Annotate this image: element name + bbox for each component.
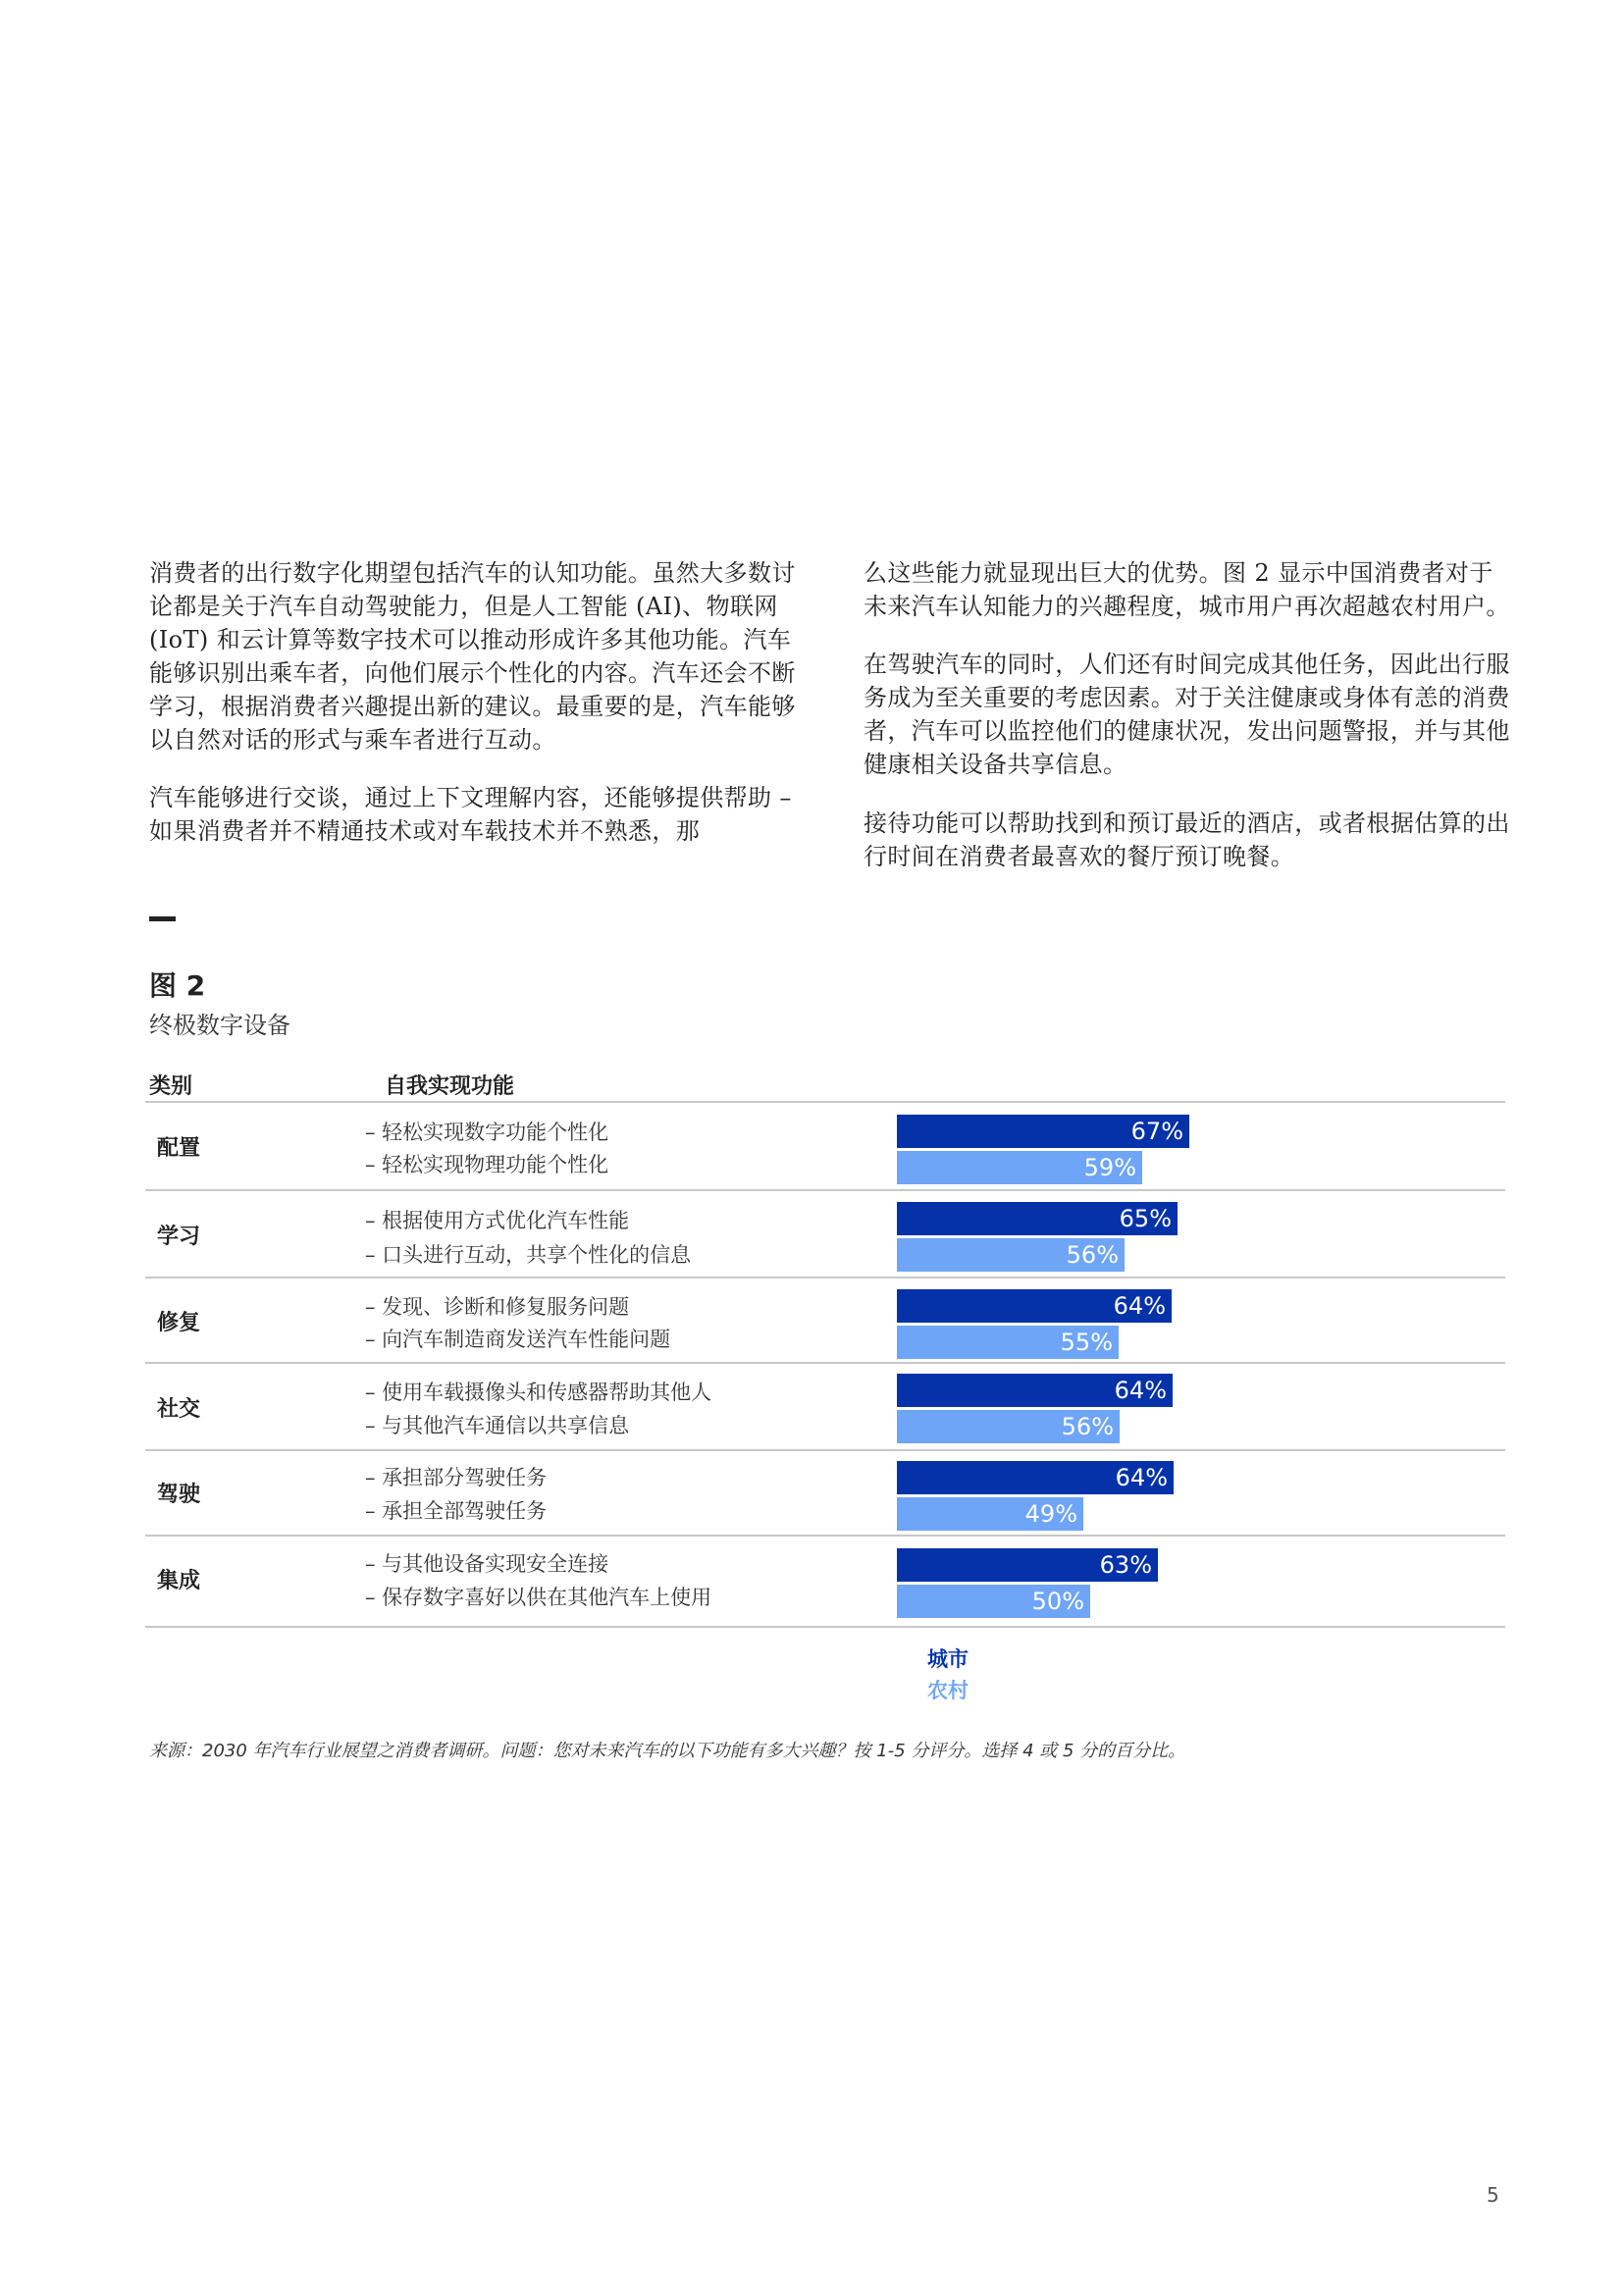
rural-bar: 56% bbox=[897, 1238, 1125, 1272]
rural-bar: 50% bbox=[897, 1585, 1090, 1618]
urban-bar: 64% bbox=[897, 1289, 1172, 1323]
category-label: 修复 bbox=[157, 1311, 201, 1335]
feature-item: – 口头进行互动，共享个性化的信息 bbox=[365, 1243, 692, 1267]
body-paragraph: 消费者的出行数字化期望包括汽车的认知功能。虽然大多数讨论都是关于汽车自动驾驶能力，但是人工智能 (AI)、物联网 (IoT) 和云计算等数字技术可以推动形成许多其他功能。汽车能够识别出乘车者，向他们展示个性化的内容。汽车还会不断学习，根据消费者兴趣提出新的建议。最重要的是，汽车能够以自然对话的形式与乘车者进行互动。 bbox=[149, 559, 796, 754]
urban-bar: 67% bbox=[897, 1115, 1189, 1148]
column-header-category: 类别 bbox=[149, 1074, 193, 1099]
feature-item: – 发现、诊断和修复服务问题 bbox=[365, 1295, 630, 1319]
feature-item: – 使用车载摄像头和传感器帮助其他人 bbox=[365, 1381, 712, 1404]
body-paragraph: 在驾驶汽车的同时，人们还有时间完成其他任务，因此出行服务成为至关重要的考虑因素。对于关注健康或身体有恙的消费者，汽车可以监控他们的健康状况，发出问题警报，并与其他健康相关设备共享信息。 bbox=[864, 651, 1510, 778]
feature-item: – 与其他设备实现安全连接 bbox=[365, 1552, 609, 1576]
section-dash-divider bbox=[149, 916, 176, 921]
rural-bar: 56% bbox=[897, 1410, 1120, 1443]
feature-item: – 轻松实现物理功能个性化 bbox=[365, 1153, 609, 1176]
feature-item: – 向汽车制造商发送汽车性能问题 bbox=[365, 1328, 671, 1351]
row-divider bbox=[145, 1189, 1505, 1191]
row-divider bbox=[145, 1362, 1505, 1364]
urban-bar: 64% bbox=[897, 1374, 1173, 1407]
row-divider bbox=[145, 1101, 1505, 1103]
feature-item: – 根据使用方式优化汽车性能 bbox=[365, 1209, 630, 1232]
column-header-feature: 自我实现功能 bbox=[385, 1074, 515, 1099]
source-note: 来源：2030 年汽车行业展望之消费者调研。问题：您对未来汽车的以下功能有多大兴趣？按 1-5 分评分。选择 4 或 5 分的百分比。 bbox=[149, 1741, 1186, 1761]
figure-number: 图 2 bbox=[149, 969, 206, 1002]
category-label: 驾驶 bbox=[157, 1483, 201, 1507]
category-label: 集成 bbox=[157, 1569, 201, 1593]
rural-bar: 59% bbox=[897, 1151, 1142, 1184]
feature-item: – 轻松实现数字功能个性化 bbox=[365, 1121, 609, 1144]
feature-item: – 保存数字喜好以供在其他汽车上使用 bbox=[365, 1586, 712, 1609]
feature-item: – 承担全部驾驶任务 bbox=[365, 1499, 548, 1523]
category-label: 配置 bbox=[157, 1136, 201, 1161]
row-divider bbox=[145, 1626, 1505, 1628]
feature-item: – 与其他汽车通信以共享信息 bbox=[365, 1414, 630, 1437]
rural-bar: 49% bbox=[897, 1497, 1083, 1531]
body-paragraph: 么这些能力就显现出巨大的优势。图 2 显示中国消费者对于未来汽车认知能力的兴趣程度，城市用户再次超越农村用户。 bbox=[864, 559, 1510, 620]
row-divider bbox=[145, 1449, 1505, 1451]
page-number: 5 bbox=[1487, 2183, 1499, 2207]
urban-bar: 63% bbox=[897, 1548, 1158, 1582]
feature-item: – 承担部分驾驶任务 bbox=[365, 1466, 548, 1489]
urban-bar: 65% bbox=[897, 1202, 1178, 1235]
body-paragraph: 汽车能够进行交谈，通过上下文理解内容，还能够提供帮助 – 如果消费者并不精通技术或对车载技术并不熟悉，那 bbox=[149, 784, 792, 845]
figure-title: 终极数字设备 bbox=[149, 1012, 290, 1039]
legend-rural: 农村 bbox=[927, 1679, 969, 1702]
urban-bar: 64% bbox=[897, 1461, 1174, 1494]
category-label: 社交 bbox=[157, 1397, 201, 1422]
legend-urban: 城市 bbox=[927, 1647, 969, 1671]
category-label: 学习 bbox=[157, 1225, 201, 1249]
row-divider bbox=[145, 1277, 1505, 1278]
row-divider bbox=[145, 1535, 1505, 1537]
body-paragraph: 接待功能可以帮助找到和预订最近的酒店，或者根据估算的出行时间在消费者最喜欢的餐厅预订晚餐。 bbox=[864, 809, 1510, 870]
rural-bar: 55% bbox=[897, 1326, 1119, 1359]
